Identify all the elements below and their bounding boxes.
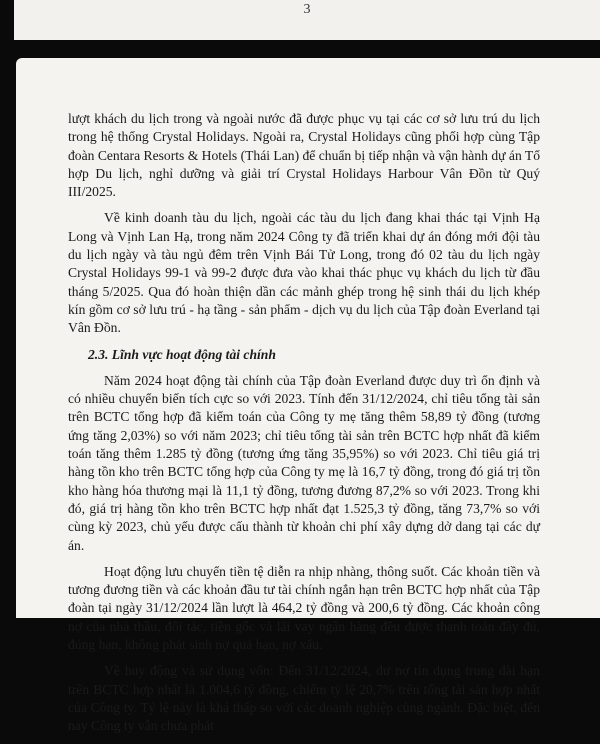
page-number: 3: [303, 2, 311, 17]
paragraph-cash-flow: Hoạt động lưu chuyển tiền tệ diễn ra nhịp nhàng, thông suốt. Các khoản tiền và tương đương tiền và các khoản đầu tư tài chính ngắn hạn trên BCTC hợp nhất của Tập đoàn tại ngày 31/12/2024 lần lượt là 464,2 tỷ đồng và 200,6 tỷ đồng. Các khoản công nợ của nhà thầu, đối tác, tiền gốc và lãi vay ngân hàng đều được thanh toán đầy đủ, đúng hạn, không phát sinh nợ quá hạn, nợ xấu.: [68, 563, 540, 653]
paragraph-tour-boats: Về kinh doanh tàu du lịch, ngoài các tàu du lịch đang khai thác tại Vịnh Hạ Long và Vịnh Lan Hạ, trong năm 2024 Công ty đã triển khai dự án đóng mới đội tàu du lịch ngày và tàu ngủ đêm trên Vịnh Bái Tử Long, trong đó 02 tàu du lịch ngày Crystal Holidays 99-1 và 99-2 được đưa vào khai thác phục vụ khách du lịch từ đầu tháng 5/2025. Qua đó hoàn thiện dần các mảnh ghép trong hệ sinh thái du lịch khép kín gồm cơ sở lưu trú - hạ tầng - sản phẩm - dịch vụ du lịch của Tập đoàn Everland tại Vân Đồn.: [68, 210, 540, 336]
paragraph-financial-overview: Năm 2024 hoạt động tài chính của Tập đoàn Everland được duy trì ổn định và có nhiều chuyển biến tích cực so với 2023. Tính đến 31/12/2024, chỉ tiêu tổng tài sản trên BCTC tổng hợp đã kiểm toán của Công ty mẹ tăng thêm 58,89 tỷ đồng (tương ứng tăng 2,03%) so với năm 2023; chỉ tiêu tổng tài sản trên BCTC hợp nhất đã kiểm toán tăng thêm 1.285 tỷ đồng (tương ứng tăng 35,95%) so với 2023. Chỉ tiêu giá trị hàng tồn kho trên BCTC tổng hợp của Công ty mẹ là 16,7 tỷ đồng, trong đó giá trị tồn kho hàng hóa thương mại là 11,1 tỷ đồng, tương đương 87,2% so với 2023. Trong khi đó, giá trị hàng tồn kho trên BCTC hợp nhất đạt 1.525,3 tỷ đồng, tăng 73,7% so với cùng kỳ 2023, chủ yếu được cấu thành từ khoản chi phí xây dựng dở dang tại các dự án.: [68, 372, 540, 553]
paragraph-capital: Về huy động và sử dụng vốn: Đến 31/12/2024, dư nợ tín dụng trung dài hạn trên BCTC hợp nhất là 1.004,6 tỷ đồng, chiếm tỷ lệ 20,7% trên tổng tài sản hợp nhất của Công ty. Tỷ lệ này là khá thấp so với các doanh nghiệp cùng ngành. Đặc biệt, đến nay Công ty vẫn chưa phát: [68, 663, 540, 734]
section-heading: 2.3. Lĩnh vực hoạt động tài chính: [88, 346, 276, 362]
paragraph-crystal-holidays: lượt khách du lịch trong và ngoài nước đã được phục vụ tại các cơ sở lưu trú du lịch trong hệ thống Crystal Holidays. Ngoài ra, Crystal Holidays cũng phối hợp cùng Tập đoàn Centara Resorts & Hotels (Thái Lan) để chuẩn bị tiếp nhận và vận hành dự án Tổ hợp Du lịch, nghỉ dưỡng và giải trí Crystal Holidays Harbour Vân Đồn từ Quý III/2025.: [68, 111, 540, 200]
previous-page-bottom: [14, 0, 600, 40]
page-content: [68, 110, 540, 744]
